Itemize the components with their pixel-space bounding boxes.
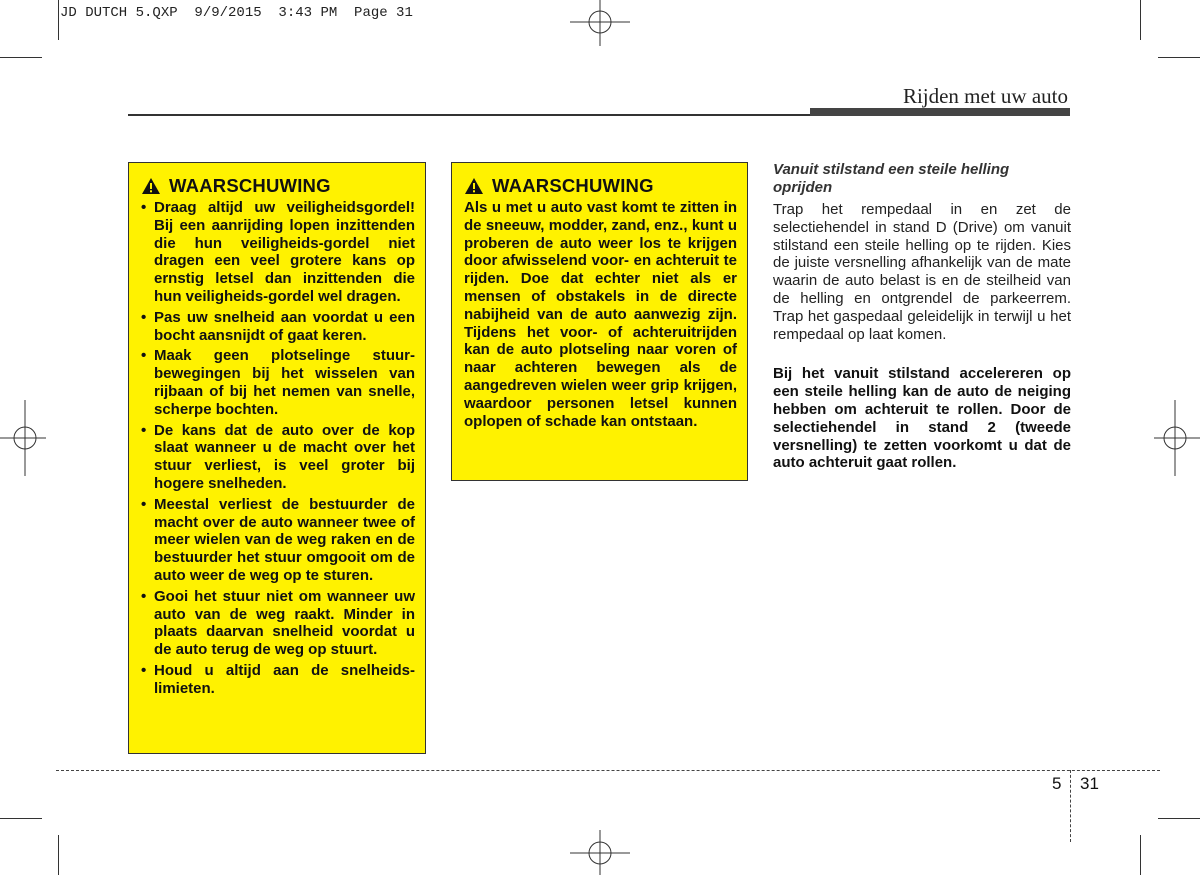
warning-box-seatbelt — [128, 162, 426, 754]
crop-mark — [1140, 0, 1141, 40]
warning-list-item: • Meestal verliest de bestuurder de macht over de auto wanneer twee of meer wielen van de weg raken en de bestuurder het stuur omgooit om de auto weer de weg op te sturen. — [141, 496, 415, 585]
registration-mark-icon — [1154, 400, 1200, 476]
footer-rule — [56, 770, 1160, 771]
warning-title — [141, 175, 415, 197]
header-rule-thick — [810, 108, 1070, 116]
warning-box-stuck — [451, 162, 748, 481]
warning-list-item: • Draag altijd uw veiligheidsgordel! Bij een aanrijding lopen inzittenden die hun veiligheids-gordel niet dragen een veel grotere kans op ernstig letsel dan inzittenden die hun veiligheids-gordel wel dragen. — [141, 199, 415, 306]
body-paragraph: Trap het rempedaal in en zet de selectiehendel in stand D (Drive) om vanuit stilstand een steile helling op te rijden. Kies de juiste versnelling afhankelijk van de mate waarin de auto belast is en de steilheid van de helling en ontgrendel de parkeerrem. Trap het gaspedaal geleidelijk in terwijl u het rempedaal op laat komen. — [773, 201, 1071, 343]
header-rule — [128, 114, 810, 116]
warning-list-item: • Pas uw snelheid aan voordat u een bocht aansnijdt of gaat keren. — [141, 309, 415, 345]
section-title: Rijden met uw auto — [902, 84, 1068, 108]
print-slug: JD DUTCH 5.QXP 9/9/2015 3:43 PM Page 31 — [60, 5, 413, 21]
chapter-number: 5 — [1052, 774, 1062, 793]
footer-divider — [1070, 770, 1071, 842]
right-column — [773, 161, 1071, 472]
crop-mark — [0, 57, 42, 58]
warning-list-item: • Houd u altijd aan de snelheids-limieten. — [141, 662, 415, 698]
subheading: Vanuit stilstand een steile helling oprijden — [773, 161, 1010, 196]
registration-mark-icon — [570, 0, 630, 46]
bold-paragraph: Bij het vanuit stilstand accelereren op een steile helling kan de auto de neiging hebben om achteruit te rollen. Door de selectiehendel in stand 2 (tweede versnelling) te zetten voorkomt u dat de auto achteruit gaat rollen. — [773, 365, 1071, 472]
warning-triangle-icon — [141, 177, 161, 195]
crop-mark — [58, 0, 59, 40]
warning-title-text: WAARSCHUWING — [169, 175, 331, 196]
crop-mark — [1158, 57, 1200, 58]
warning-list-item: • Gooi het stuur niet om wanneer uw auto van de weg raakt. Minder in plaats daarvan snelheid voordat u de auto terug de weg op stuurt. — [141, 588, 415, 659]
warning-list-item: • De kans dat de auto over de kop slaat wanneer u de macht over het stuur verliest, is veel groter bij hogere snelheden. — [141, 422, 415, 493]
warning-title-text: WAARSCHUWING — [492, 175, 654, 196]
warning-paragraph: Als u met u auto vast komt te zitten in de sneeuw, modder, zand, enz., kunt u proberen de auto weer los te krijgen door afwisselend voor- en achteruit te rijden. Doe dat echter niet als er mensen of obstakels in de directe nabijheid van de auto aanwezig zijn. Tijdens het voor- of achteruitrijden kan de auto plotseling naar voren of naar achteren bewegen als de aangedreven wielen weer grip krijgen, waardoor personen letsel kunnen oplopen of schade kan ontstaan. — [464, 199, 737, 430]
crop-mark — [58, 835, 59, 875]
crop-mark — [1158, 818, 1200, 819]
warning-list — [141, 199, 415, 698]
registration-mark-icon — [0, 400, 46, 476]
crop-mark — [1140, 835, 1141, 875]
crop-mark — [0, 818, 42, 819]
warning-list-item: • Maak geen plotselinge stuur-bewegingen bij het wisselen van rijbaan of bij het nemen van snelle, scherpe bochten. — [141, 347, 415, 418]
warning-triangle-icon — [464, 177, 484, 195]
page-number: 31 — [1080, 774, 1099, 793]
registration-mark-icon — [570, 830, 630, 875]
warning-title — [464, 175, 737, 197]
